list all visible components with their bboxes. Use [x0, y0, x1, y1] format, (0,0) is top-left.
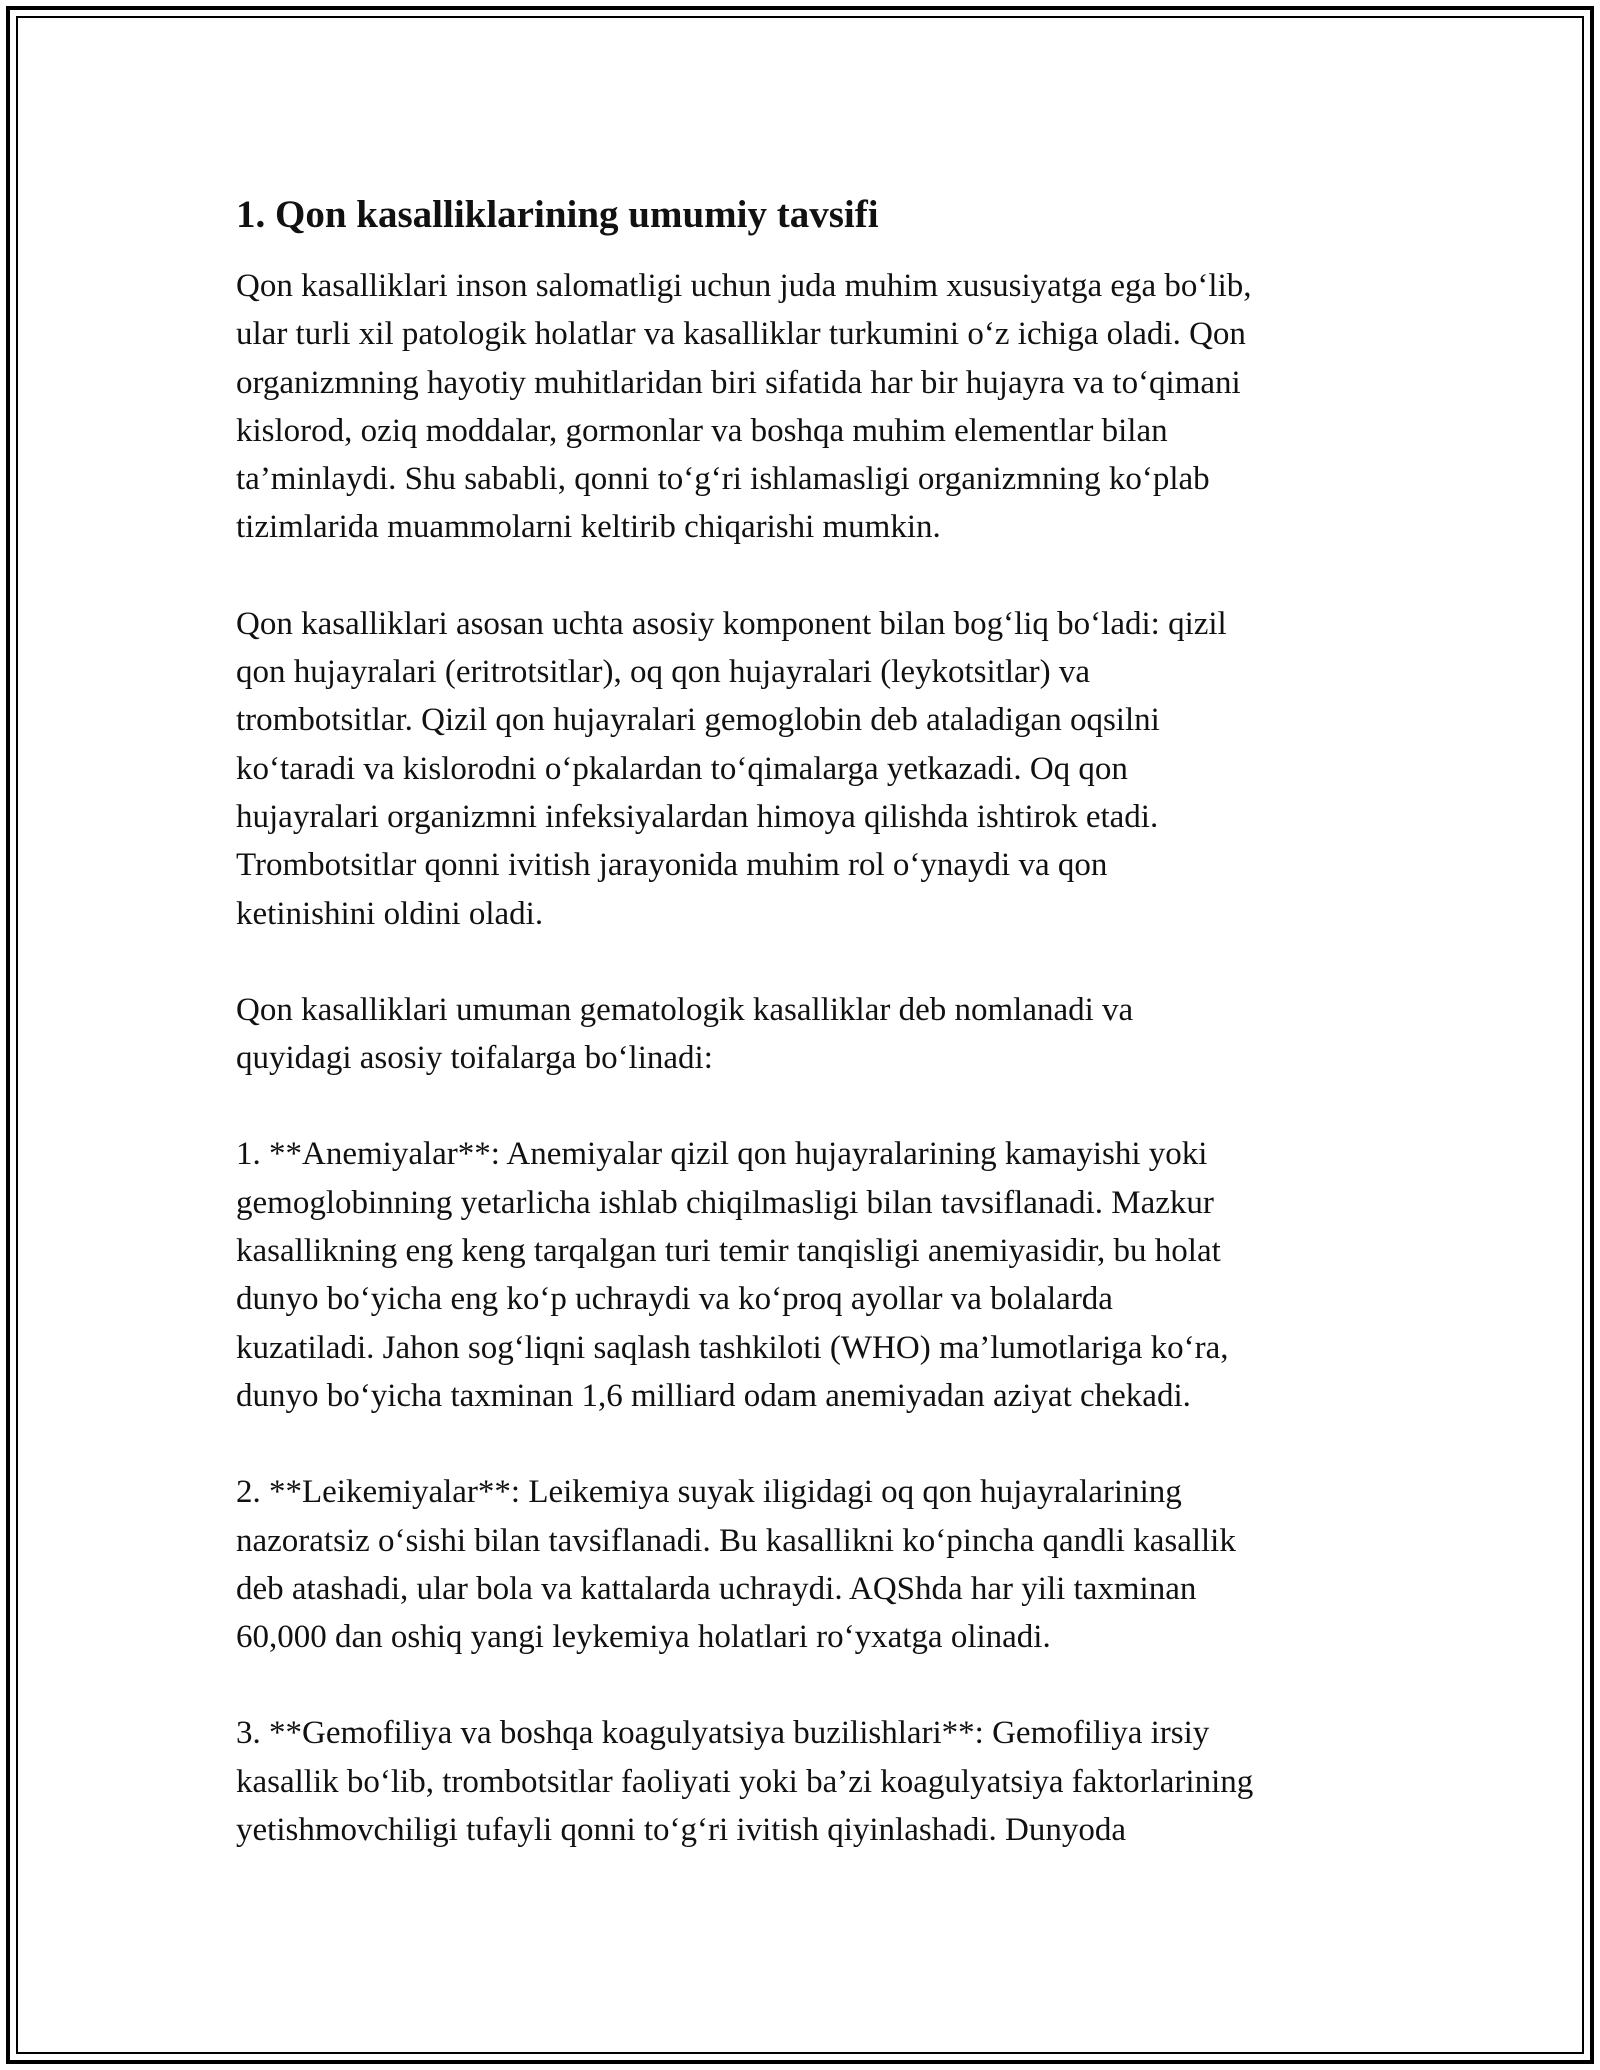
- text-line: ketinishini oldini oladi.: [236, 895, 544, 932]
- text-line: dunyo bo‘yicha eng ko‘p uchraydi va ko‘proq ayollar va bolalarda: [236, 1281, 1113, 1318]
- paragraph-intro: [236, 262, 1376, 552]
- text-line: gemoglobinning yetarlicha ishlab chiqilmasligi bilan tavsiflanadi. Mazkur: [236, 1184, 1214, 1221]
- text-line: kuzatiladi. Jahon sog‘liqni saqlash tashkiloti (WHO) ma’lumotlariga ko‘ra,: [236, 1329, 1229, 1366]
- list-item-anemia: [236, 1130, 1376, 1420]
- text-line: trombotsitlar. Qizil qon hujayralari gemoglobin deb ataladigan oqsilni: [236, 702, 1160, 739]
- text-line: ko‘taradi va kislorodni o‘pkalardan to‘qimalarga yetkazadi. Oq qon: [236, 750, 1128, 787]
- paragraph-categories-intro: [236, 986, 1376, 1083]
- text-line: yetishmovchiligi tufayli qonni to‘g‘ri ivitish qiyinlashadi. Dunyoda: [236, 1812, 1126, 1849]
- text-line: 1. **Anemiyalar**: Anemiyalar qizil qon hujayralarining kamayishi yoki: [236, 1136, 1208, 1173]
- text-line: 60,000 dan oshiq yangi leykemiya holatlari ro‘yxatga olinadi.: [236, 1619, 1051, 1656]
- text-line: hujayralari organizmni infeksiyalardan himoya qilishda ishtirok etadi.: [236, 798, 1159, 835]
- text-line: organizmning hayotiy muhitlaridan biri sifatida har bir hujayra va to‘qimani: [236, 364, 1241, 401]
- text-line: ta’minlaydi. Shu sababli, qonni to‘g‘ri ishlamasligi organizmning ko‘plab: [236, 461, 1210, 498]
- text-line: nazoratsiz o‘sishi bilan tavsiflanadi. Bu kasallikni ko‘pincha qandli kasallik: [236, 1522, 1236, 1559]
- text-line: 3. **Gemofiliya va boshqa koagulyatsiya buzilishlari**: Gemofiliya irsiy: [236, 1715, 1210, 1752]
- paragraph-components: [236, 600, 1376, 938]
- text-line: Qon kasalliklari asosan uchta asosiy komponent bilan bog‘liq bo‘ladi: qizil: [236, 605, 1227, 642]
- text-line: dunyo bo‘yicha taxminan 1,6 milliard odam anemiyadan aziyat chekadi.: [236, 1377, 1191, 1414]
- text-line: kasallikning eng keng tarqalgan turi temir tanqisligi anemiyasidir, bu holat: [236, 1233, 1221, 1270]
- section-heading: 1. Qon kasalliklarining umumiy tavsifi: [236, 193, 879, 236]
- text-line: kasallik bo‘lib, trombotsitlar faoliyati yoki ba’zi koagulyatsiya faktorlarining: [236, 1763, 1254, 1800]
- text-line: Trombotsitlar qonni ivitish jarayonida muhim rol o‘ynaydi va qon: [236, 847, 1108, 884]
- text-line: deb atashadi, ular bola va kattalarda uchraydi. AQShda har yili taxminan: [236, 1570, 1197, 1607]
- text-line: qon hujayralari (eritrotsitlar), oq qon hujayralari (leykotsitlar) va: [236, 654, 1091, 691]
- text-line: kislorod, oziq moddalar, gormonlar va boshqa muhim elementlar bilan: [236, 412, 1168, 449]
- list-item-hemophilia: [236, 1709, 1376, 1854]
- document-body: [236, 186, 1376, 1854]
- text-line: tizimlarida muammolarni keltirib chiqarishi mumkin.: [236, 509, 941, 546]
- text-line: Qon kasalliklari umuman gematologik kasalliklar deb nomlanadi va: [236, 991, 1134, 1028]
- list-item-leukemia: [236, 1468, 1376, 1661]
- text-line: quyidagi asosiy toifalarga bo‘linadi:: [236, 1040, 713, 1077]
- text-line: 2. **Leikemiyalar**: Leikemiya suyak iligidagi oq qon hujayralarining: [236, 1474, 1182, 1511]
- text-line: ular turli xil patologik holatlar va kasalliklar turkumini o‘z ichiga oladi. Qon: [236, 316, 1246, 353]
- text-line: Qon kasalliklari inson salomatligi uchun juda muhim xususiyatga ega bo‘lib,: [236, 268, 1252, 304]
